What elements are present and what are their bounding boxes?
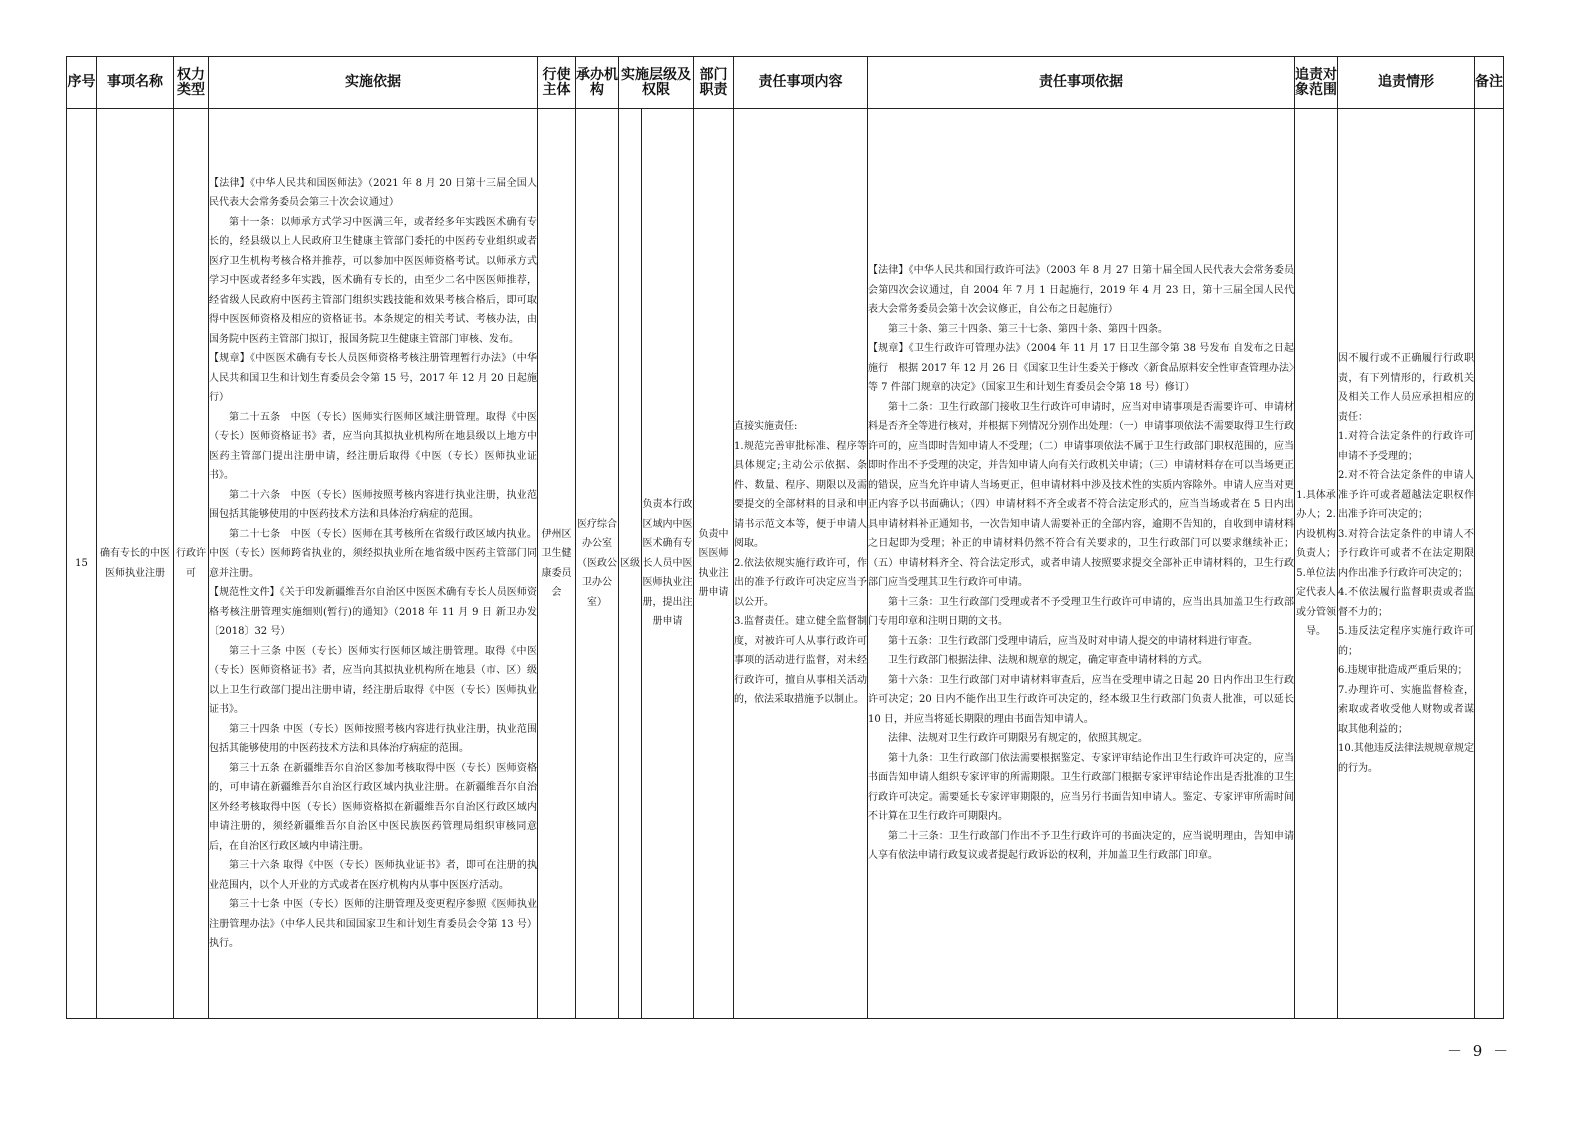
paragraph: 第二十三条：卫生行政部门作出不予卫生行政许可的书面决定的，应当说明理由，告知申请人享有依法申请行政复议或者提起行政诉讼的权利，并加盖卫生行政部门印章。: [868, 830, 1294, 862]
header-subject: 行使主体: [538, 57, 576, 109]
paragraph: 6.违规审批造成严重后果的；: [1338, 665, 1468, 676]
header-scope: 追责对象范围: [1295, 57, 1338, 109]
paragraph: 1.对符合法定条件的行政许可申请不予受理的；: [1338, 431, 1474, 462]
header-row: [67, 57, 1504, 109]
paragraph: 卫生行政部门根据法律、法规和规章的规定，确定审查申请材料的方式。: [888, 655, 1208, 667]
header-basis: 实施依据: [209, 57, 538, 109]
cell-resp: [734, 109, 868, 1019]
header-type: 权力类型: [174, 57, 209, 109]
header-seq: 序号: [67, 57, 97, 109]
paragraph: 第二十七条 中医（专长）医师在其考核所在省级行政区域内执业。中医（专长）医师跨省执业的，须经拟执业所在地省级中医药主管部门同意并注册。: [209, 528, 537, 579]
paragraph: 第十三条：卫生行政部门受理或者不予受理卫生行政许可申请的，应当出具加盖卫生行政部门专用印章和注明日期的文书。: [868, 596, 1294, 628]
paragraph: 10.其他违反法律法规规章规定的行为。: [1338, 743, 1474, 774]
page-number: － 9 －: [1447, 1042, 1512, 1060]
paragraph: 1.规范完善审批标准、程序等具体规定;主动公示依据、条件、数量、程序、期限以及需要提交的全部材料的目录和申请书示范文本等，便于申请人阅取。: [734, 440, 867, 550]
cell-basis: [209, 109, 538, 1019]
cases-text: [1338, 349, 1474, 778]
cell-authority: 负责本行政区域内中医医术确有专长人员中医医师执业注册，提出注册申请: [642, 109, 694, 1019]
cell-subject: 伊州区卫生健康委员会: [538, 109, 576, 1019]
paragraph: 【规章】《卫生行政许可管理办法》（2004 年 11 月 17 日卫生部令第 38 号发布 自发布之日起施行 根据 2017 年 12 月 26 日《国家卫生计生委关于修改〈新食品原料安全性审查管理办法〉等 7 件部门规章的决定》（国家卫生和计划生育委员会令第 18 号）修订）: [868, 343, 1294, 394]
header-resp-basis: 责任事项依据: [868, 57, 1295, 109]
resp-text: [734, 417, 867, 710]
cell-cases: [1338, 109, 1475, 1019]
paragraph: 第三十条、第三十四条、第三十七条、第四十条、第四十四条。: [888, 323, 1168, 335]
paragraph: 第三十六条 取得《中医（专长）医师执业证书》者，即可在注册的执业范围内，以个人开业的方式或者在医疗机构内从事中医医疗活动。: [209, 860, 537, 891]
paragraph: 5.违反法定程序实施行政许可的；: [1338, 626, 1474, 657]
paragraph: 【规章】《中医医术确有专长人员医师资格考核注册管理暂行办法》（中华人民共和国卫生和计划生育委员会令第 15 号，2017 年 12 月 20 日起施行）: [209, 353, 537, 403]
paragraph: 【规范性文件】《关于印发新疆维吾尔自治区中医医术确有专长人员医师资格考核注册管理实施细则(暂行)的通知》（2018 年 11 月 9 日 新卫办发〔2018〕32 号）: [209, 587, 537, 637]
responsibility-table: [66, 56, 1504, 1019]
basis-text: [209, 174, 537, 954]
paragraph: 2.依法依规实施行政许可，作出的准予行政许可决定应当予以公开。: [734, 557, 867, 608]
paragraph: 4.不依法履行监督职责或者监督不力的；: [1338, 587, 1474, 618]
paragraph: 第十六条：卫生行政部门对申请材料审查后，应当在受理申请之日起 20 日内作出卫生行政许可决定；20 日内不能作出卫生行政许可决定的，经本级卫生行政部门负责人批准，可以延长 10 日，并应当将延长期限的理由书面告知申请人。: [868, 674, 1294, 725]
paragraph: 2.对不符合法定条件的申请人准予许可或者超越法定职权作出准予许可决定的；: [1338, 470, 1474, 520]
paragraph: 第十二条：卫生行政部门接收卫生行政许可申请时，应当对申请事项是否需要许可、申请材料是否齐全等进行核对，并根据下列情况分别作出处理：（一）申请事项依法不需要取得卫生行政许可的，应当即时告知申请人不受理；（二）申请事项依法不属于卫生行政部门职权范围的，应当即时作出不予受理的决定，并告知申请人向有关行政机关申请；（三）申请材料存在可以当场更正的错误，应当允许申请人当场更正，但申请材料中涉及技术性的实质内容除外。申请人应当对更正内容予以书面确认；（四）申请材料不齐全或者不符合法定形式的，应当当场或者在 5 日内出具申请材料补正通知书，一次告知申请人需要补正的全部内容，逾期不告知的，自收到申请材料之日起即为受理；补正的申请材料仍然不符合有关要求的，卫生行政部门可以要求继续补正；（五）申请材料齐全、符合法定形式，或者申请人按照要求提交全部补正申请材料的，卫生行政部门应当受理其卫生行政许可申请。: [868, 401, 1294, 589]
header-resp: 责任事项内容: [734, 57, 868, 109]
header-note: 备注: [1475, 57, 1504, 109]
paragraph: 第三十五条 在新疆维吾尔自治区参加考核取得中医（专长）医师资格的，可申请在新疆维吾尔自治区行政区域内执业注册。在新疆维吾尔自治区外经考核取得中医（专长）医师资格拟在新疆维吾尔自治区行政区域内申请注册的，须经新疆维吾尔自治区中医民族医药管理局组织审核同意后，在自治区行政区域内申请注册。: [209, 762, 537, 852]
header-duty: 部门职责: [694, 57, 734, 109]
paragraph: 第十九条：卫生行政部门依法需要根据鉴定、专家评审结论作出卫生行政许可决定的，应当书面告知申请人组织专家评审的所需期限。卫生行政部门根据专家评审结论作出是否批准的卫生行政许可决定。需要延长专家评审期限的，应当另行书面告知申请人。鉴定、专家评审所需时间不计算在卫生行政许可期限内。: [868, 752, 1294, 823]
paragraph: 因不履行或不正确履行行政职责，有下列情形的，行政机关及相关工作人员应承担相应的责任：: [1338, 353, 1474, 423]
cell-type: 行政许可: [174, 109, 209, 1019]
paragraph: 直接实施责任:: [734, 421, 798, 433]
paragraph: 第三十三条 中医（专长）医师实行医师区域注册管理。取得《中医（专长）医师资格证书》者，应当向其拟执业机构所在地县（市、区）级以上卫生行政部门提出注册申请，经注册后取得《中医（专长）医师执业证书》。: [209, 645, 537, 715]
resp-basis-text: [868, 261, 1294, 866]
paragraph: 第十一条：以师承方式学习中医满三年，或者经多年实践医术确有专长的，经县级以上人民政府卫生健康主管部门委托的中医药专业组织或者医疗卫生机构考核合格并推荐，可以参加中医医师资格考试。以师承方式学习中医或者经多年实践，医术确有专长的，由至少二名中医医师推荐，经省级人民政府中医药主管部门组织实践技能和效果考核合格后，即可取得中医医师资格及相应的资格证书。本条规定的相关考试、考核办法，由国务院中医药主管部门拟订，报国务院卫生健康主管部门审核、发布。: [209, 216, 537, 345]
table-row: [67, 109, 1504, 1019]
paragraph: 第二十六条 中医（专长）医师按照考核内容进行执业注册，执业范围包括其能够使用的中医药技术方法和具体治疗病症的范围。: [209, 489, 537, 520]
header-level: 实施层级及权限: [619, 57, 694, 109]
cell-duty: 负责中医医师执业注册申请: [694, 109, 734, 1019]
paragraph: 【法律】《中华人民共和国医师法》（2021 年 8 月 20 日第十三届全国人民代表大会常务委员会第三十次会议通过）: [209, 177, 537, 208]
paragraph: 第三十四条 中医（专长）医师按照考核内容进行执业注册，执业范围包括其能够使用的中医药技术方法和具体治疗病症的范围。: [209, 723, 537, 754]
cell-seq: 15: [67, 109, 97, 1019]
paragraph: 第十五条：卫生行政部门受理申请后，应当及时对申请人提交的申请材料进行审查。: [888, 635, 1258, 647]
cell-resp-basis: [868, 109, 1295, 1019]
header-org: 承办机构: [576, 57, 619, 109]
header-cases: 追责情形: [1338, 57, 1475, 109]
cell-level: 区级: [619, 109, 642, 1019]
cell-note: [1475, 109, 1504, 1019]
paragraph: 3.对符合法定条件的申请人不予行政许可或者不在法定期限内作出准予行政许可决定的；: [1338, 528, 1474, 579]
paragraph: 3.监督责任。建立健全监督制度，对被许可人从事行政许可事项的活动进行监督，对未经行政许可，擅自从事相关活动的，依法采取措施予以制止。: [734, 616, 867, 706]
paragraph: 第三十七条 中医（专长）医师的注册管理及变更程序参照《医师执业注册管理办法》（中华人民共和国国家卫生和计划生育委员会令第 13 号）执行。: [209, 899, 537, 949]
cell-name: 确有专长的中医医师执业注册: [97, 109, 174, 1019]
paragraph: 法律、法规对卫生行政许可期限另有规定的，依照其规定。: [888, 733, 1148, 745]
paragraph: 7.办理许可、实施监督检查，索取或者收受他人财物或者谋取其他利益的；: [1338, 684, 1474, 735]
cell-scope: 1.具体承办人；2.内设机构负责人；5.单位法定代表人或分管领导。: [1295, 109, 1338, 1019]
header-name: 事项名称: [97, 57, 174, 109]
paragraph: 【法律】《中华人民共和国行政许可法》（2003 年 8 月 27 日第十届全国人民代表大会常务委员会第四次会议通过，自 2004 年 7 月 1 日起施行，2019 年 4 月 23 日，第十三届全国人民代表大会常务委员会第十次会议修正，自公布之日起施行）: [868, 265, 1294, 316]
paragraph: 第二十五条 中医（专长）医师实行医师区域注册管理。取得《中医（专长）医师资格证书》者，应当向其拟执业机构所在地县级以上地方中医药主管部门提出注册申请，经注册后取得《中医（专长）医师执业证书》。: [209, 411, 537, 481]
cell-org: 医疗综合办公室（医政公卫办公室）: [576, 109, 619, 1019]
